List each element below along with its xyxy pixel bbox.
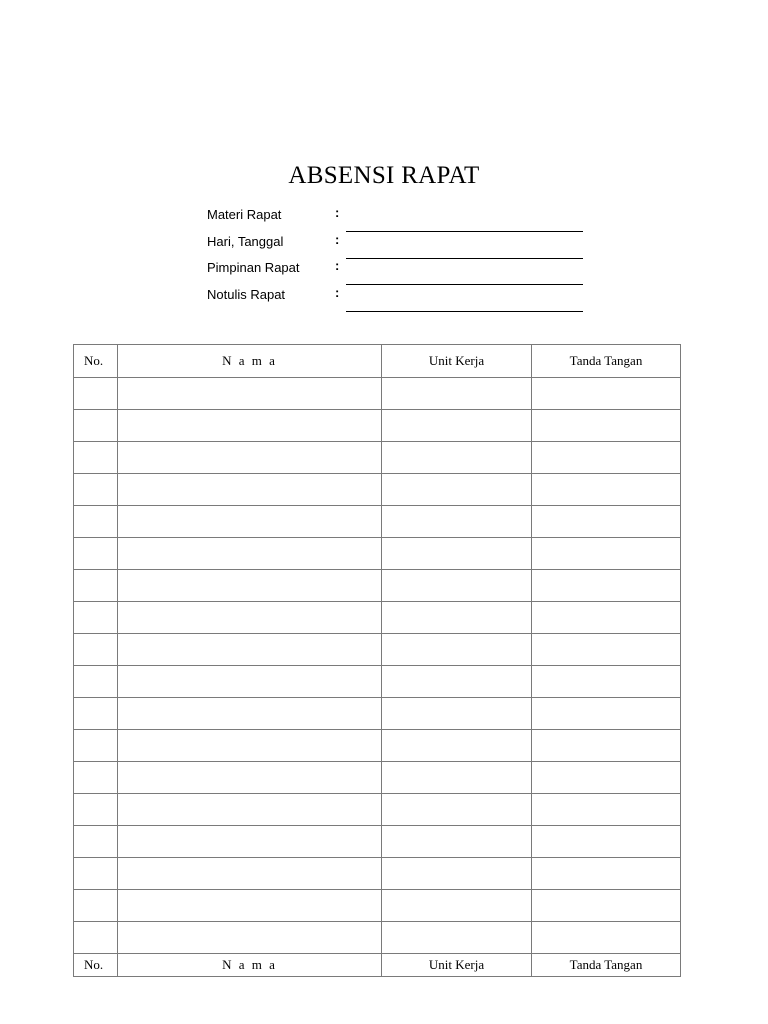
footer-no: No.: [74, 954, 118, 977]
cell-nama[interactable]: [118, 442, 382, 474]
table-row: [74, 698, 681, 730]
cell-no[interactable]: [74, 634, 118, 666]
cell-no[interactable]: [74, 858, 118, 890]
cell-unit-kerja[interactable]: [382, 570, 532, 602]
footer-unit-kerja: Unit Kerja: [382, 954, 532, 977]
cell-nama[interactable]: [118, 794, 382, 826]
cell-tanda-tangan[interactable]: [532, 634, 681, 666]
meta-colon: :: [335, 285, 340, 301]
table-row: [74, 922, 681, 954]
cell-unit-kerja[interactable]: [382, 474, 532, 506]
cell-unit-kerja[interactable]: [382, 826, 532, 858]
cell-tanda-tangan[interactable]: [532, 826, 681, 858]
cell-nama[interactable]: [118, 506, 382, 538]
cell-tanda-tangan[interactable]: [532, 890, 681, 922]
cell-no[interactable]: [74, 506, 118, 538]
table-row: [74, 730, 681, 762]
cell-no[interactable]: [74, 378, 118, 410]
table-row: [74, 634, 681, 666]
cell-tanda-tangan[interactable]: [532, 730, 681, 762]
meta-label: Hari, Tanggal: [207, 233, 284, 249]
table-body: [74, 378, 681, 954]
table-row: [74, 826, 681, 858]
meta-label: Materi Rapat: [207, 207, 282, 222]
cell-no[interactable]: [74, 762, 118, 794]
table-row: [74, 570, 681, 602]
cell-tanda-tangan[interactable]: [532, 762, 681, 794]
table-row: [74, 602, 681, 634]
header-tanda-tangan: Tanda Tangan: [532, 345, 681, 378]
cell-unit-kerja[interactable]: [382, 666, 532, 698]
footer-nama: N a m a: [118, 954, 382, 977]
cell-nama[interactable]: [118, 730, 382, 762]
cell-unit-kerja[interactable]: [382, 602, 532, 634]
table-row: [74, 794, 681, 826]
cell-nama[interactable]: [118, 922, 382, 954]
table-row: [74, 890, 681, 922]
cell-no[interactable]: [74, 666, 118, 698]
header-no: No.: [74, 345, 118, 378]
cell-nama[interactable]: [118, 890, 382, 922]
table-row: [74, 378, 681, 410]
header-unit-kerja: Unit Kerja: [382, 345, 532, 378]
table-footer-row: [74, 954, 681, 977]
cell-no[interactable]: [74, 474, 118, 506]
table-row: [74, 410, 681, 442]
cell-no[interactable]: [74, 922, 118, 954]
table-row: [74, 762, 681, 794]
cell-nama[interactable]: [118, 538, 382, 570]
cell-no[interactable]: [74, 794, 118, 826]
meta-row-materi: [207, 204, 587, 231]
cell-nama[interactable]: [118, 474, 382, 506]
meta-row-notulis: [207, 284, 587, 311]
cell-tanda-tangan[interactable]: [532, 570, 681, 602]
table-row: [74, 858, 681, 890]
cell-no[interactable]: [74, 442, 118, 474]
cell-tanda-tangan[interactable]: [532, 698, 681, 730]
cell-tanda-tangan[interactable]: [532, 506, 681, 538]
cell-unit-kerja[interactable]: [382, 698, 532, 730]
cell-unit-kerja[interactable]: [382, 890, 532, 922]
cell-tanda-tangan[interactable]: [532, 922, 681, 954]
cell-nama[interactable]: [118, 698, 382, 730]
cell-unit-kerja[interactable]: [382, 922, 532, 954]
attendance-table: [73, 344, 681, 977]
cell-unit-kerja[interactable]: [382, 634, 532, 666]
cell-no[interactable]: [74, 890, 118, 922]
cell-nama[interactable]: [118, 378, 382, 410]
cell-no[interactable]: [74, 570, 118, 602]
cell-unit-kerja[interactable]: [382, 730, 532, 762]
cell-nama[interactable]: [118, 666, 382, 698]
table-row: [74, 474, 681, 506]
cell-nama[interactable]: [118, 826, 382, 858]
cell-unit-kerja[interactable]: [382, 442, 532, 474]
cell-no[interactable]: [74, 538, 118, 570]
cell-unit-kerja[interactable]: [382, 794, 532, 826]
cell-no[interactable]: [74, 826, 118, 858]
footer-tanda-tangan: Tanda Tangan: [532, 954, 681, 977]
meta-row-pimpinan: [207, 257, 587, 284]
meta-label: Notulis Rapat: [207, 287, 286, 303]
table-row: [74, 506, 681, 538]
meta-row-tanggal: [207, 231, 587, 258]
document-title: ABSENSI RAPAT: [288, 162, 480, 189]
cell-tanda-tangan[interactable]: [532, 378, 681, 410]
header-nama: N a m a: [118, 345, 382, 378]
table-row: [74, 538, 681, 570]
table-header-row: [74, 345, 681, 378]
cell-no[interactable]: [74, 410, 118, 442]
cell-unit-kerja[interactable]: [382, 762, 532, 794]
cell-unit-kerja[interactable]: [382, 858, 532, 890]
blank-line: [346, 311, 583, 312]
cell-nama[interactable]: [118, 634, 382, 666]
cell-tanda-tangan[interactable]: [532, 410, 681, 442]
cell-no[interactable]: [74, 698, 118, 730]
meta-colon: :: [335, 231, 340, 247]
meta-colon: :: [335, 205, 340, 220]
cell-no[interactable]: [74, 602, 118, 634]
cell-no[interactable]: [74, 730, 118, 762]
cell-tanda-tangan[interactable]: [532, 474, 681, 506]
meeting-info: [207, 204, 587, 311]
cell-nama[interactable]: [118, 410, 382, 442]
cell-nama[interactable]: [118, 602, 382, 634]
cell-unit-kerja[interactable]: [382, 378, 532, 410]
meta-colon: :: [335, 258, 340, 274]
cell-nama[interactable]: [118, 858, 382, 890]
table-row: [74, 666, 681, 698]
cell-nama[interactable]: [118, 570, 382, 602]
cell-tanda-tangan[interactable]: [532, 666, 681, 698]
cell-tanda-tangan[interactable]: [532, 538, 681, 570]
cell-unit-kerja[interactable]: [382, 410, 532, 442]
cell-unit-kerja[interactable]: [382, 506, 532, 538]
meta-label: Pimpinan Rapat: [207, 260, 300, 276]
cell-tanda-tangan[interactable]: [532, 442, 681, 474]
cell-tanda-tangan[interactable]: [532, 602, 681, 634]
cell-unit-kerja[interactable]: [382, 538, 532, 570]
cell-tanda-tangan[interactable]: [532, 858, 681, 890]
cell-nama[interactable]: [118, 762, 382, 794]
table-row: [74, 442, 681, 474]
cell-tanda-tangan[interactable]: [532, 794, 681, 826]
